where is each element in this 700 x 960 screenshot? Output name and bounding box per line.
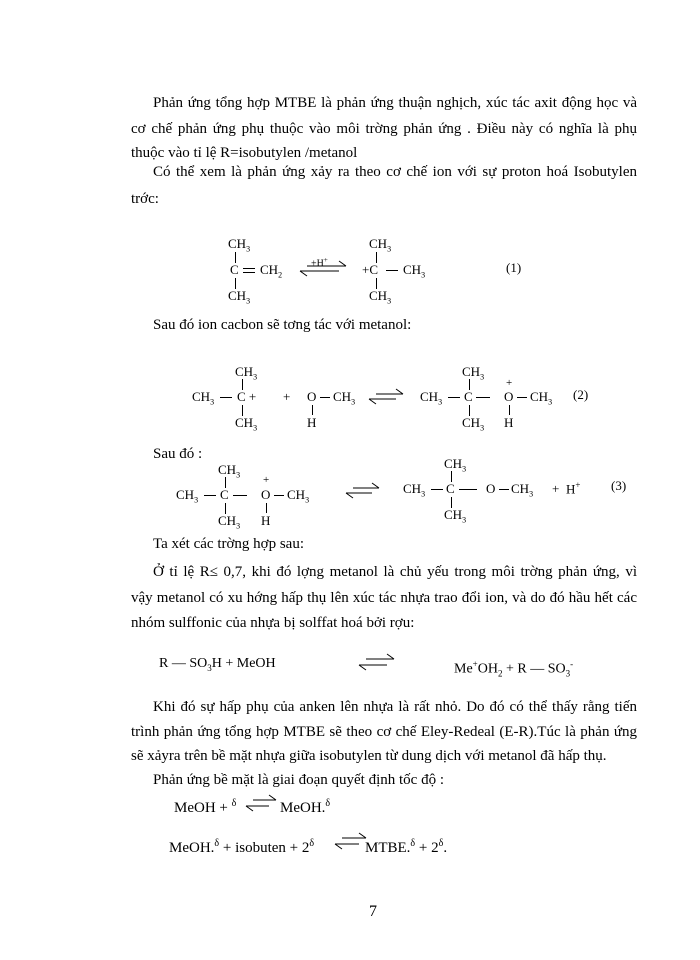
eq3-mtbe-top-ch3: $CH_3$ xyxy=(444,456,467,474)
paragraph-1-line-1: Phản ứng tổng hợp MTBE là phản ứng thuận nghịch, xúc tác axit động học và xyxy=(153,95,637,111)
paragraph-8: Phản ứng bề mặt là giai đoạn quyết định tốc độ : xyxy=(153,772,444,788)
paragraph-4: Sau đó : xyxy=(153,446,203,462)
eq1-catalyst-label: +H+ xyxy=(311,256,328,270)
paragraph-7-line-3: sẽ xảyra trên bề mặt nhựa giữa isobutylen từ dung dịch với metanol đã hấp thụ. xyxy=(131,748,607,764)
eq2-right-bottom-ch3: $CH_3$ xyxy=(462,415,485,433)
eq1-isobutylen-ch2: $CH_2$ xyxy=(260,262,283,280)
eq1-number: (1) xyxy=(506,260,522,275)
eq3-left-oxonium-plus: + xyxy=(263,474,270,486)
eq1-cation-center: +C xyxy=(362,262,379,277)
eq2-methanol-o: O xyxy=(307,389,317,404)
paragraph-6-line-2: vậy metanol có xu hớng hấp thụ lên xúc tác nhựa trao đổi ion, và do đó hầu hết các xyxy=(131,590,637,606)
paragraph-6-line-3: nhóm sulffonic của nhựa bị solffat hoá bởi rợu: xyxy=(131,615,415,631)
paragraph-1-line-2: cơ chế phản ứng phụ thuộc vào môi trờng phản ứng . Điều này có nghĩa là phụ xyxy=(131,121,637,137)
eq1-isobutylen-center-c: C xyxy=(230,262,239,277)
eq1-isobutylen-top-ch3: $CH_3$ xyxy=(228,236,251,254)
paragraph-7-line-2: trình phản ứng tổng hợp MTBE sẽ theo cơ chế Eley-Redeal (E-R).Túc là phản ứng xyxy=(131,724,637,740)
eq1-cation-bottom-ch3: $CH_3$ xyxy=(369,288,392,306)
eq3-left-h: H xyxy=(261,513,271,528)
surface-reaction-2-left: MeOH.$^\delta$ + isobuten + $2^\delta$ xyxy=(169,838,315,856)
eq3-left-o-ch3: $CH_3$ xyxy=(287,487,310,505)
paragraph-2-line-1: Có thể xem là phản ứng xảy ra theo cơ chế ion với sự proton hoá Isobutylen xyxy=(153,164,637,180)
paragraph-7-line-1: Khi đó sự hấp phụ của anken lên nhựa là rất nhỏ. Do đó có thể thấy rằng tiến xyxy=(153,699,637,715)
paragraph-2-line-2: trớc: xyxy=(131,191,159,207)
paragraph-1-line-3: thuộc vào tỉ lệ R=isobutylen /metanol xyxy=(131,145,358,161)
eq3-number: (3) xyxy=(611,478,627,493)
eq2-right-left-ch3: $CH_3$ xyxy=(420,389,443,407)
surface-reaction-2-right: MTBE.$^\delta$ + $2^\delta$. xyxy=(365,838,448,856)
eq2-left-ch3: $CH_3$ xyxy=(192,389,215,407)
eq1-cation-right-ch3: $CH_3$ xyxy=(403,262,426,280)
eq2-methanol-h: H xyxy=(307,415,317,430)
eq3-left-bottom-ch3: $CH_3$ xyxy=(218,513,241,531)
paragraph-6-line-1: Ở tỉ lệ R≤ 0,7, khi đó lợng metanol là chủ yếu trong môi trờng phản ứng, vì xyxy=(153,564,637,580)
eq3-mtbe-bottom-ch3: $CH_3$ xyxy=(444,507,467,525)
eq3-left-o: O xyxy=(261,487,271,502)
eq1-isobutylen-bottom-ch3: $CH_3$ xyxy=(228,288,251,306)
eq3-mtbe-c: C xyxy=(446,481,455,496)
eq2-left-cation: C + xyxy=(237,389,257,404)
sulfonic-products: $Me^+OH_2 + R$ — $SO_3^-$ xyxy=(454,659,574,679)
eq2-number: (2) xyxy=(573,387,589,402)
eq2-plus-sign: + xyxy=(283,389,291,404)
page-number: 7 xyxy=(369,903,377,920)
eq3-left-ch3: $CH_3$ xyxy=(176,487,199,505)
eq2-left-top-ch3: $CH_3$ xyxy=(235,364,258,382)
surface-reaction-1-right: MeOH.$^\delta$ xyxy=(280,798,331,816)
eq3-left-top-ch3: $CH_3$ xyxy=(218,462,241,480)
eq3-plus-sign: + xyxy=(552,481,560,496)
paragraph-3: Sau đó ion cacbon sẽ tơng tác với metanol: xyxy=(153,317,412,333)
eq3-left-c: C xyxy=(220,487,229,502)
eq2-right-o: O xyxy=(504,389,514,404)
surface-reaction-1-left: MeOH + $^\delta$ xyxy=(174,798,237,816)
eq1-cation-top-ch3: $CH_3$ xyxy=(369,236,392,254)
eq2-methanol-ch3: $CH_3$ xyxy=(333,389,356,407)
eq3-mtbe-o: O xyxy=(486,481,496,496)
eq2-right-oxonium-plus: + xyxy=(506,377,513,389)
eq2-right-top-ch3: $CH_3$ xyxy=(462,364,485,382)
eq2-right-o-ch3: $CH_3$ xyxy=(530,389,553,407)
eq2-right-c: C xyxy=(464,389,473,404)
sulfonic-reactants: R — $SO_3H$ + MeOH xyxy=(159,656,276,673)
eq2-left-bottom-ch3: $CH_3$ xyxy=(235,415,258,433)
eq3-proton: H+ xyxy=(566,480,581,497)
eq2-right-h: H xyxy=(504,415,514,430)
eq3-mtbe-left-ch3: $CH_3$ xyxy=(403,481,426,499)
eq3-mtbe-o-ch3: $CH_3$ xyxy=(511,481,534,499)
paragraph-5: Ta xét các trờng hợp sau: xyxy=(153,536,305,552)
